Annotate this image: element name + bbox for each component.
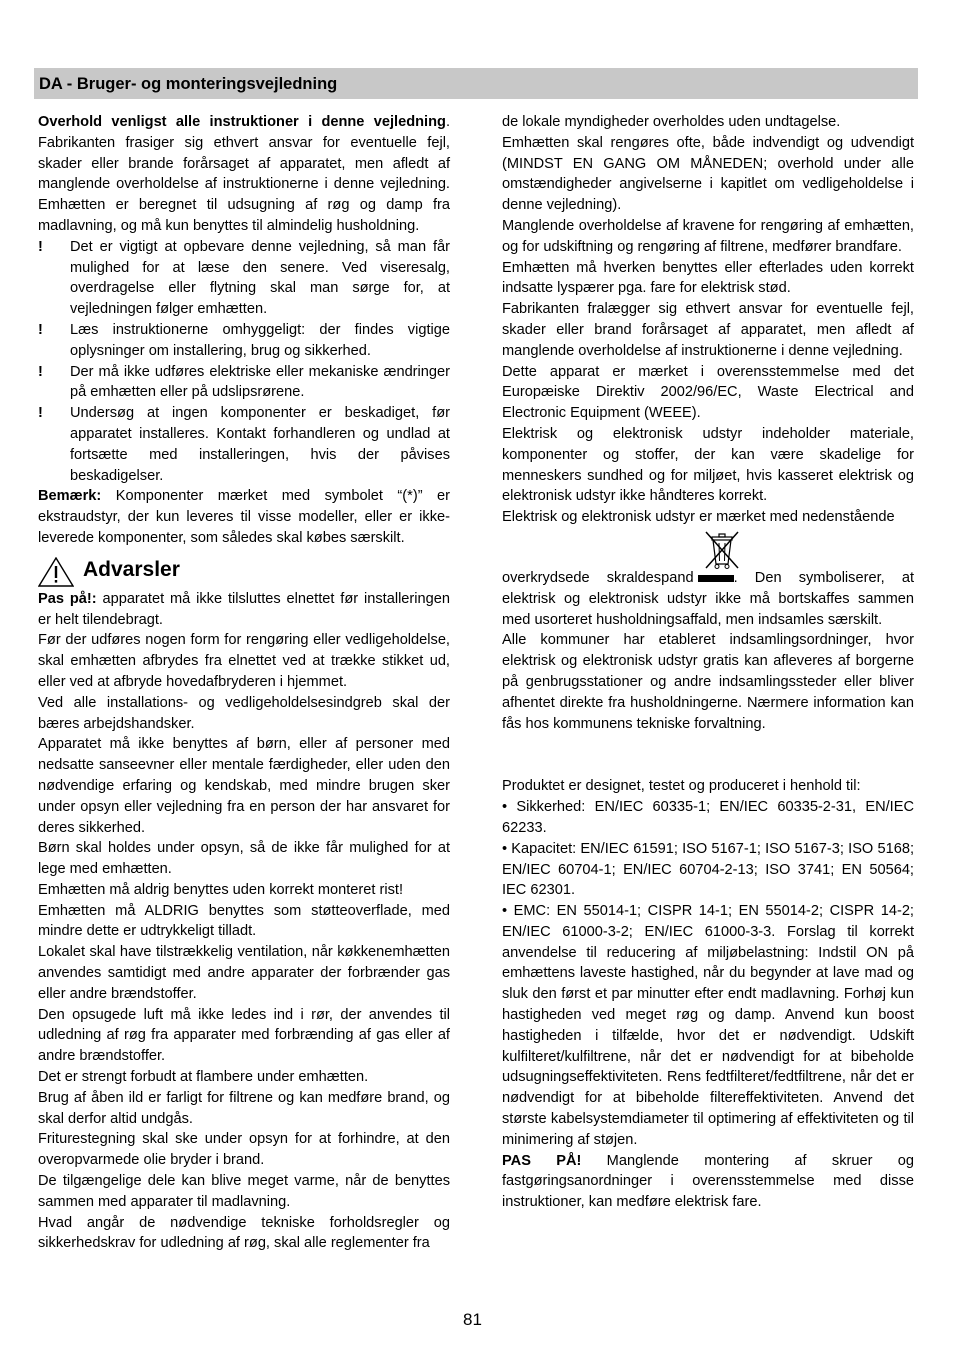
paragraph: Brug af åben ild er farligt for filtrene og kan medføre brand, og skal derfor altid undgås. [38, 1089, 450, 1127]
paragraph: Alle kommuner har etableret indsamlingsordninger, hvor elektrisk og elektronisk udstyr gratis kan afleveres af borgerne på genbrugsstationer og andre indsamlingssteder eller bliver afhentet direkte fra husholdningerne. Nærmere information kan fås hos kommunens tekniske forvaltning. [502, 632, 914, 732]
paragraph: Produktet er designet, testet og produceret i henhold til: [502, 778, 861, 795]
caution-paragraph [38, 589, 450, 631]
paragraph: • Kapacitet: EN/IEC 61591; ISO 5167-1; ISO 5167-3; ISO 5168; EN/IEC 60704-1; EN/IEC 60704-2-13; ISO 3741; EN 50564; IEC 62301. [502, 840, 914, 899]
intro-dot: . [445, 114, 450, 130]
paragraph: Emhætten må ALDRIG benyttes som støtteoverflade, med mindre dette er udtrykkeligt tilladt. [38, 902, 450, 940]
paragraph: de lokale myndigheder overholdes uden undtagelse. [502, 114, 841, 130]
bullet-text: Undersøg at ingen komponenter er beskadiget, før apparatet installeres. Kontakt forhandleren og undlad at fortsætte med installeringen, hvis der påvises beskadigelser. [70, 405, 450, 484]
paragraph: Hvad angår de nødvendige tekniske forholdsregler og sikkerhedskrav for udledning af røg, skal alle reglementer fra [38, 1214, 450, 1252]
bullet-item [38, 403, 450, 486]
intro-bold: Overhold venligst alle instruktioner i denne vejledning [38, 114, 446, 130]
weee-text-before: overkrydsede skraldespand [502, 569, 694, 586]
paragraph: Elektrisk og elektronisk udstyr indeholder materiale, komponenter og stoffer, der kan være skadelige for menneskers sundhed og for miljøet, hvis kasseret elektrisk og elektronisk udstyr ikke håndteres korrekt. [502, 425, 914, 505]
paragraph: Lokalet skal have tilstrækkelig ventilation, når køkkenemhætten anvendes samtidigt med andre apparater der forbrænder gas eller andre brændstoffer. [38, 944, 450, 1002]
spacer [502, 734, 914, 755]
paragraph: Emhætten skal rengøres ofte, både indvendigt og udvendigt (MINDST EN GANG OM MÅNEDEN; overhold under alle omstændigheder angivelserne i kapitlet om vedligeholdelse i denne vejledning). [502, 134, 914, 214]
section-title: DA - Bruger- og monteringsvejledning [39, 75, 338, 93]
note-paragraph [38, 486, 450, 548]
paragraph: Den opsugede luft må ikke ledes ind i rør, der anvendes til udledning af røg fra apparater med forbrænding af gas eller af andre brændstoffer. [38, 1006, 450, 1065]
paragraph: Dette apparat er mærket i overensstemmelse med det Europæiske Direktiv 2002/96/EC, Waste Electrical and Electronic Equipment (WEEE). [502, 363, 914, 422]
paragraph: Fabrikanten fralægger sig ethvert ansvar for eventuelle fejl, skader eller brand forårsaget af apparatet, men afledt af manglende overholdelse af instruktionerne i denne vejledning. [502, 301, 914, 359]
bullet-item [38, 320, 450, 362]
crossed-out-bin-icon [700, 528, 744, 572]
left-column [38, 112, 450, 1254]
bullet-item [38, 362, 450, 404]
paragraph: Manglende overholdelse af kravene for rengøring af emhætten, og for udskiftning og rengøring af filtrene, medfører brandfare. [502, 217, 914, 255]
paragraph: Emhætten må hverken benyttes eller efterlades uden korrekt indsatte lyspærer pga. fare for elektrisk stød. [502, 259, 914, 297]
exclamation-mark: ! [38, 363, 43, 380]
final-warning-paragraph [502, 1151, 914, 1213]
page-number: 81 [463, 1310, 482, 1329]
paragraph: Elektrisk og elektronisk udstyr er mærket med nedenstående [502, 509, 895, 526]
paragraph: Apparatet må ikke benyttes af børn, eller af personer med nedsatte sanseevner eller mentale færdigheder, eller uden den nødvendige erfaring og kendskab, med mindre brugen sker under opsyn eller vejledning fra en person der har ansvaret for deres sikkerhed. [38, 736, 450, 836]
final-warning-text: Manglende montering af skruer og fastgøringsanordninger i overensstemmelse med disse instruktioner, kan medføre elektrisk fare. [502, 1152, 914, 1211]
final-warning-label: PAS PÅ! [502, 1152, 582, 1169]
section-header [34, 68, 918, 99]
exclamation-mark: ! [38, 321, 43, 338]
paragraph: De tilgængelige dele kan blive meget varme, når de benyttes sammen med apparater til madlavning. [38, 1173, 450, 1210]
paragraph: Ved alle installations- og vedligeholdelsesindgreb skal der bæres arbejdshandsker. [38, 694, 450, 732]
bullet-item [38, 237, 450, 320]
paragraph: Det er strengt forbudt at flambere under emhætten. [38, 1069, 369, 1086]
intro-text: Fabrikanten frasiger sig ethvert ansvar for eventuelle fejl, skader eller brande forårsaget af apparatet, men afledt af manglende overholdelse af instruktionerne i denne vejledning. Emhætten er beregnet til udsugning af røg og damp fra madlavning, og må kun benyttes til almindelig husholdning. [38, 134, 450, 234]
bullet-text: Det er vigtigt at opbevare denne vejledning, så man får mulighed for at læse den senere. Ved viseresalg, overdragelse eller flytning skal man sørge for, at vejledningen følger emhætten. [70, 238, 450, 318]
intro-paragraph [38, 112, 450, 237]
spacer [502, 755, 914, 776]
right-column [502, 112, 914, 1213]
paragraph: Før der udføres nogen form for rengøring eller vedligeholdelse, skal emhætten afbrydes fra elnettet ved at trække stikket ud, eller ved at afbryde hovedafbryderen i hjemmet. [38, 632, 450, 690]
caution-text: apparatet må ikke tilsluttes elnettet før installeringen er helt tilendebragt. [38, 590, 450, 628]
note-label: Bemærk: [38, 488, 102, 505]
exclamation-mark: ! [38, 405, 43, 422]
caution-label: Pas på!: [38, 590, 97, 607]
exclamation-mark: ! [38, 238, 43, 255]
weee-paragraph [502, 568, 914, 630]
warnings-title: Advarsler [83, 557, 180, 581]
black-bar-icon [698, 575, 734, 582]
warning-triangle-icon [38, 557, 74, 587]
paragraph: Emhætten må aldrig benyttes uden korrekt monteret rist! [38, 881, 404, 898]
paragraph: • Sikkerhed: EN/IEC 60335-1; EN/IEC 60335-2-31, EN/IEC 62233. [502, 799, 914, 836]
paragraph: Børn skal holdes under opsyn, så de ikke får mulighed for at lege med emhætten. [38, 840, 450, 878]
bullet-text: Læs instruktionerne omhyggeligt: der findes vigtige oplysninger om installering, brug og sikkerhed. [70, 321, 450, 359]
weee-symbol-row [502, 528, 914, 568]
paragraph: • EMC: EN 55014-1; CISPR 14-1; EN 55014-2; CISPR 14-2; EN/IEC 61000-3-2; EN/IEC 61000-3-3. Forslag til korrekt anvendelse til reducering af miljøbelastning: Indstil ON på emhættens laveste hastighed, når du begynder at lave mad og sluk den først et par minutter efter endt madlavning. Forhøj kun hastigheden ved meget røg og damp. Anvend kun boost hastigheden i tilfælde, hvor det er nødvendigt. Udskift kulfilteret/kulfiltrene, når det er nødvendigt for at bibeholde udsugningseffektiviteten. Rens fedtfilteret/fedtfiltrene, når det er nødvendigt for at bibeholde filtereffektiviteten. Anvend det største kabelsystemdiameter til optimering af effektiviteten og til minimering af støjen. [502, 903, 914, 1148]
bullet-text: Der må ikke udføres elektriske eller mekaniske ændringer på emhætten eller på udslipsrørene. [70, 363, 450, 401]
paragraph: Friturestegning skal ske under opsyn for at forhindre, at den overopvarmede olie bryder i brand. [38, 1131, 450, 1169]
warnings-heading [38, 557, 450, 587]
weee-text-after: . Den symboliserer, at elektrisk og elektronisk udstyr ikke må bortskaffes sammen med usorteret husholdningsaffald, men indsamles særskilt. [502, 569, 914, 628]
note-text: Komponenter mærket med symbolet “(*)” er ekstraudstyr, der kun leveres til visse modeller, eller er ikke-leverede komponenter, som således skal købes særskilt. [38, 488, 450, 546]
